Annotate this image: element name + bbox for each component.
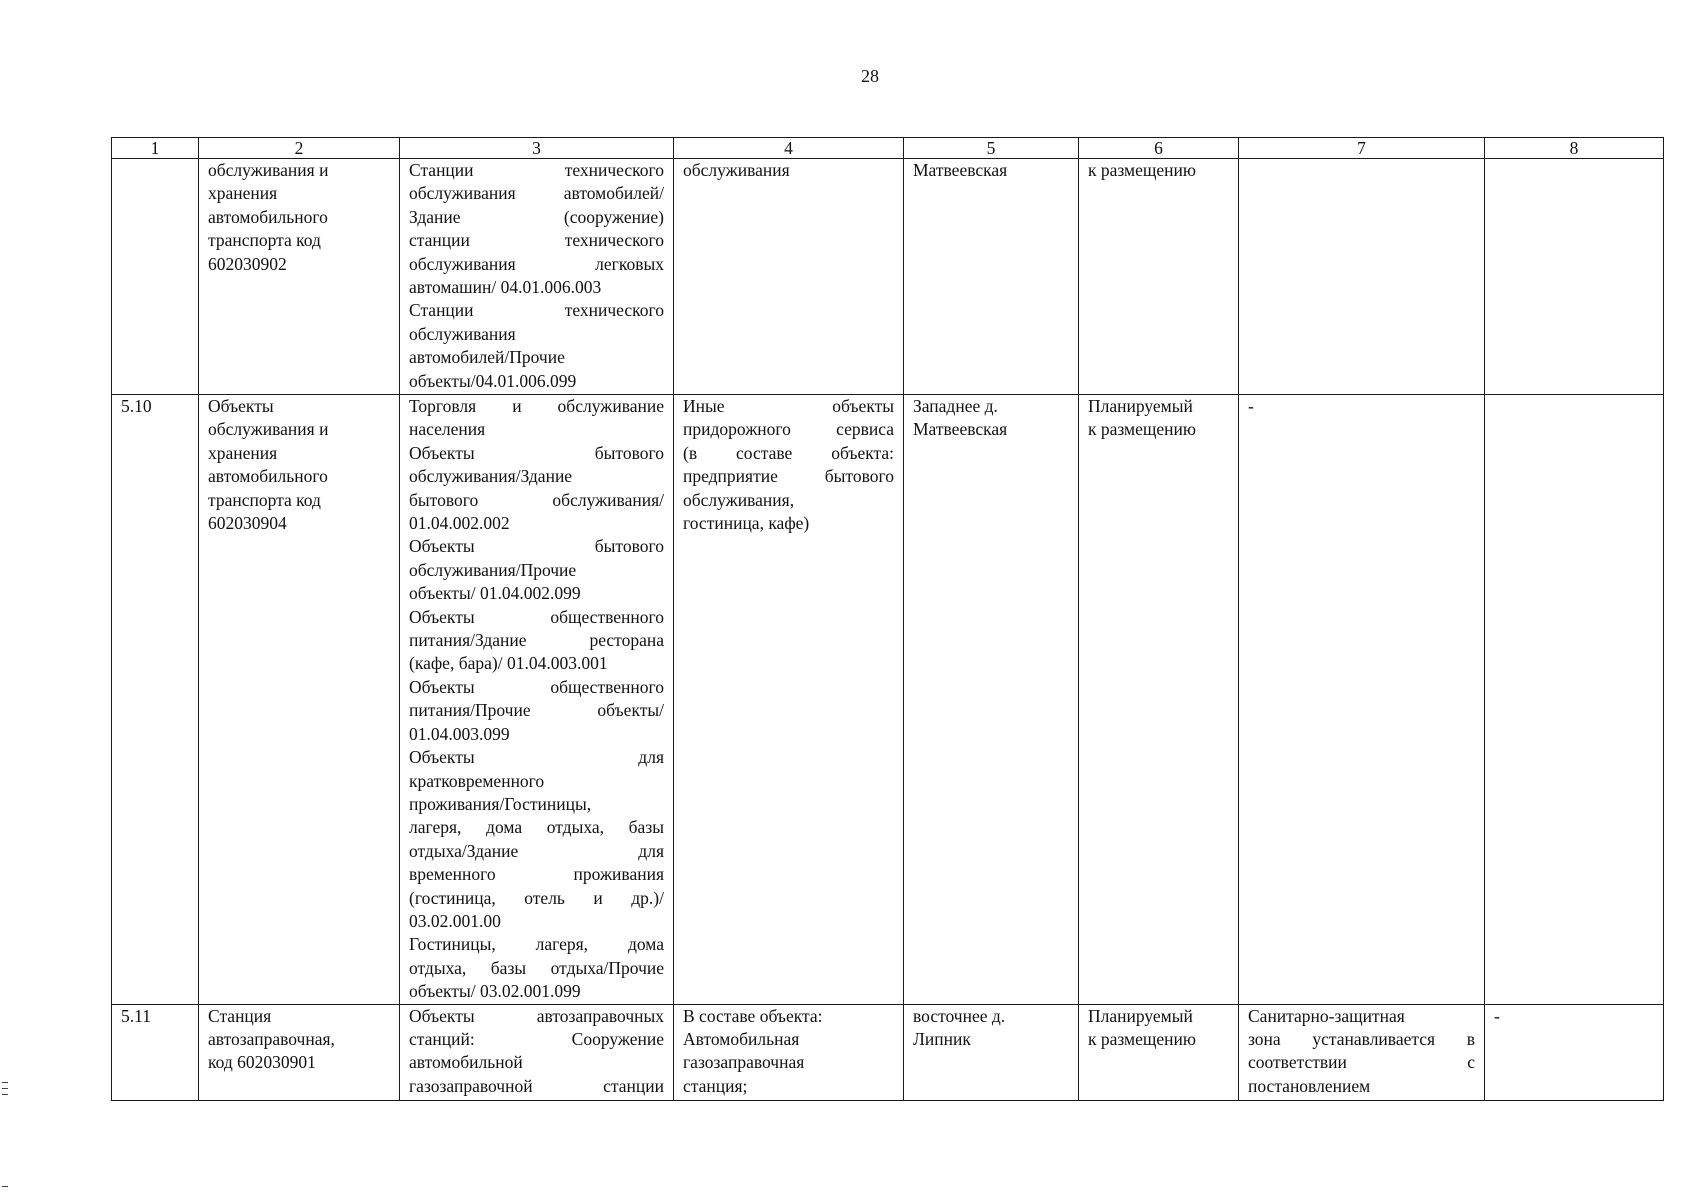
- cell-line: Объекты общественного: [409, 676, 664, 697]
- header-cell: 7: [1239, 138, 1485, 159]
- cell-line: автомобилей/Прочие: [409, 347, 565, 368]
- cell-line: обслуживания/Прочие: [409, 559, 577, 580]
- cell-line: Станции технического: [409, 160, 664, 180]
- cell-line: обслуживания,: [683, 489, 795, 510]
- cell-line: 602030902: [208, 253, 287, 274]
- cell-line: Объекты общественного: [409, 606, 664, 627]
- cell-line: Объекты бытового: [409, 536, 664, 557]
- cell-line: газозаправочная: [683, 1052, 805, 1073]
- cell-line: Объекты автозаправочных: [409, 1005, 664, 1026]
- cell-line: 602030904: [208, 513, 287, 534]
- cell-line: Планируемый: [1088, 1005, 1193, 1026]
- cell-line: объекты/ 01.04.002.099: [409, 583, 581, 604]
- cell-line: отдыха/Здание для: [409, 840, 664, 861]
- header-cell: 8: [1485, 138, 1664, 159]
- cell-line: хранения: [208, 183, 278, 204]
- cell-purpose: [674, 1004, 904, 1100]
- cell-line: хранения: [208, 442, 278, 463]
- cell-line: -: [1248, 396, 1254, 416]
- cell-line: Здание (сооружение): [409, 206, 664, 227]
- cell-note: [1485, 159, 1664, 395]
- header-cell: 1: [112, 138, 199, 159]
- cell-location: [904, 395, 1079, 1005]
- header-cell: 3: [400, 138, 674, 159]
- header-cell: 6: [1079, 138, 1239, 159]
- cell-object-name: [199, 159, 400, 395]
- cell-object-name: [199, 1004, 400, 1100]
- cell-status: [1079, 1004, 1239, 1100]
- cell-line: -: [1494, 1005, 1500, 1026]
- cell-zone: [1239, 159, 1485, 395]
- cell-line: код 602030901: [208, 1052, 316, 1073]
- cell-line: 03.02.001.00: [409, 910, 501, 931]
- cell-line: станции технического: [409, 230, 664, 251]
- cell-line: обслуживания и: [208, 160, 329, 180]
- cell-status: [1079, 395, 1239, 1005]
- cell-line: обслуживания/Здание: [409, 466, 573, 487]
- cell-line: Станции технического: [409, 300, 664, 321]
- cell-line: Объекты бытового: [409, 442, 664, 463]
- cell-line: автомобильной: [409, 1052, 523, 1073]
- cell-line: объекты/04.01.006.099: [409, 370, 577, 391]
- cell-line: к размещению: [1088, 1028, 1196, 1049]
- cell-line: автомобильного: [208, 466, 328, 487]
- cell-location: [904, 159, 1079, 395]
- cell-line: транспорта код: [208, 230, 321, 251]
- cell-line: Санитарно-защитная: [1248, 1005, 1405, 1026]
- cell-line: В составе объекта:: [683, 1005, 823, 1026]
- cell-purpose: [674, 159, 904, 395]
- cell-number: [112, 159, 199, 395]
- cell-line: к размещению: [1088, 160, 1196, 180]
- cell-line: (гостиница, отель и др.)/: [409, 887, 664, 908]
- cell-line: лагеря, дома отдыха, базы: [409, 817, 664, 838]
- cell-line: временного проживания: [409, 864, 664, 885]
- cell-line: Липник: [913, 1028, 971, 1049]
- cell-line: Западнее д.: [913, 396, 998, 416]
- cell-zone: [1239, 395, 1485, 1005]
- cell-line: автомобильного: [208, 206, 328, 227]
- cell-line: Гостиницы, лагеря, дома: [409, 934, 664, 955]
- cell-line: Иные объекты: [683, 396, 894, 416]
- cell-text: 5.11: [121, 1005, 151, 1026]
- cell-object-type: [400, 159, 674, 395]
- cell-note: [1485, 395, 1664, 1005]
- cell-line: автозаправочная,: [208, 1028, 335, 1049]
- cell-number: [112, 1004, 199, 1100]
- cell-line: предприятие бытового: [683, 466, 894, 487]
- cell-note: [1485, 1004, 1664, 1100]
- cell-line: автомашин/ 04.01.006.003: [409, 277, 602, 298]
- cell-line: питания/Прочие объекты/: [409, 700, 664, 721]
- header-row: [112, 138, 1664, 159]
- cell-object-type: [400, 395, 674, 1005]
- cell-line: Планируемый: [1088, 396, 1193, 416]
- cell-line: (кафе, бара)/ 01.04.003.001: [409, 653, 608, 674]
- cell-status: [1079, 159, 1239, 395]
- margin-mark: [2, 1094, 8, 1095]
- cell-line: объекты/ 03.02.001.099: [409, 981, 581, 1002]
- cell-line: постановлением: [1248, 1075, 1371, 1096]
- cell-line: Автомобильная: [683, 1028, 800, 1049]
- objects-table: [111, 137, 1664, 1101]
- cell-line: Станция: [208, 1005, 272, 1026]
- table-row: [112, 159, 1664, 395]
- cell-line: транспорта код: [208, 489, 321, 510]
- cell-line: обслуживания: [683, 160, 790, 180]
- cell-line: зона устанавливается в: [1248, 1028, 1475, 1049]
- cell-line: 01.04.002.002: [409, 513, 510, 534]
- cell-text: 5.10: [121, 396, 152, 416]
- cell-line: населения: [409, 419, 486, 440]
- header-cell: 4: [674, 138, 904, 159]
- cell-line: 01.04.003.099: [409, 723, 510, 744]
- cell-line: бытового обслуживания/: [409, 489, 664, 510]
- table-row: [112, 395, 1664, 1005]
- header-cell: 5: [904, 138, 1079, 159]
- cell-line: кратковременного: [409, 770, 545, 791]
- margin-mark: [2, 1088, 8, 1089]
- page-number: 28: [861, 66, 879, 86]
- cell-line: станций: Сооружение: [409, 1028, 664, 1049]
- cell-line: восточнее д.: [913, 1005, 1006, 1026]
- cell-line: гостиница, кафе): [683, 513, 810, 534]
- cell-line: Объекты: [208, 396, 274, 416]
- cell-object-type: [400, 1004, 674, 1100]
- cell-line: обслуживания легковых: [409, 253, 664, 274]
- cell-line: Матвеевская: [913, 419, 1008, 440]
- cell-line: Матвеевская: [913, 160, 1008, 180]
- cell-number: [112, 395, 199, 1005]
- cell-line: обслуживания автомобилей/: [409, 183, 664, 204]
- cell-line: Объекты для: [409, 747, 664, 768]
- cell-line: Торговля и обслуживание: [409, 396, 664, 416]
- header-cell: 2: [199, 138, 400, 159]
- cell-line: соответствии с: [1248, 1052, 1475, 1073]
- cell-line: станция;: [683, 1075, 748, 1096]
- cell-zone: [1239, 1004, 1485, 1100]
- margin-mark: [2, 1082, 8, 1083]
- cell-line: проживания/Гостиницы,: [409, 793, 592, 814]
- cell-line: отдыха, базы отдыха/Прочие: [409, 957, 664, 978]
- cell-object-name: [199, 395, 400, 1005]
- cell-line: обслуживания и: [208, 419, 329, 440]
- cell-line: обслуживания: [409, 323, 516, 344]
- cell-line: питания/Здание ресторана: [409, 630, 664, 651]
- cell-purpose: [674, 395, 904, 1005]
- cell-line: газозаправочной станции: [409, 1075, 664, 1096]
- table-row: [112, 1004, 1664, 1100]
- cell-line: придорожного сервиса: [683, 419, 894, 440]
- cell-line: к размещению: [1088, 419, 1196, 440]
- margin-mark: [2, 1186, 8, 1187]
- cell-line: (в составе объекта:: [683, 442, 894, 463]
- cell-location: [904, 1004, 1079, 1100]
